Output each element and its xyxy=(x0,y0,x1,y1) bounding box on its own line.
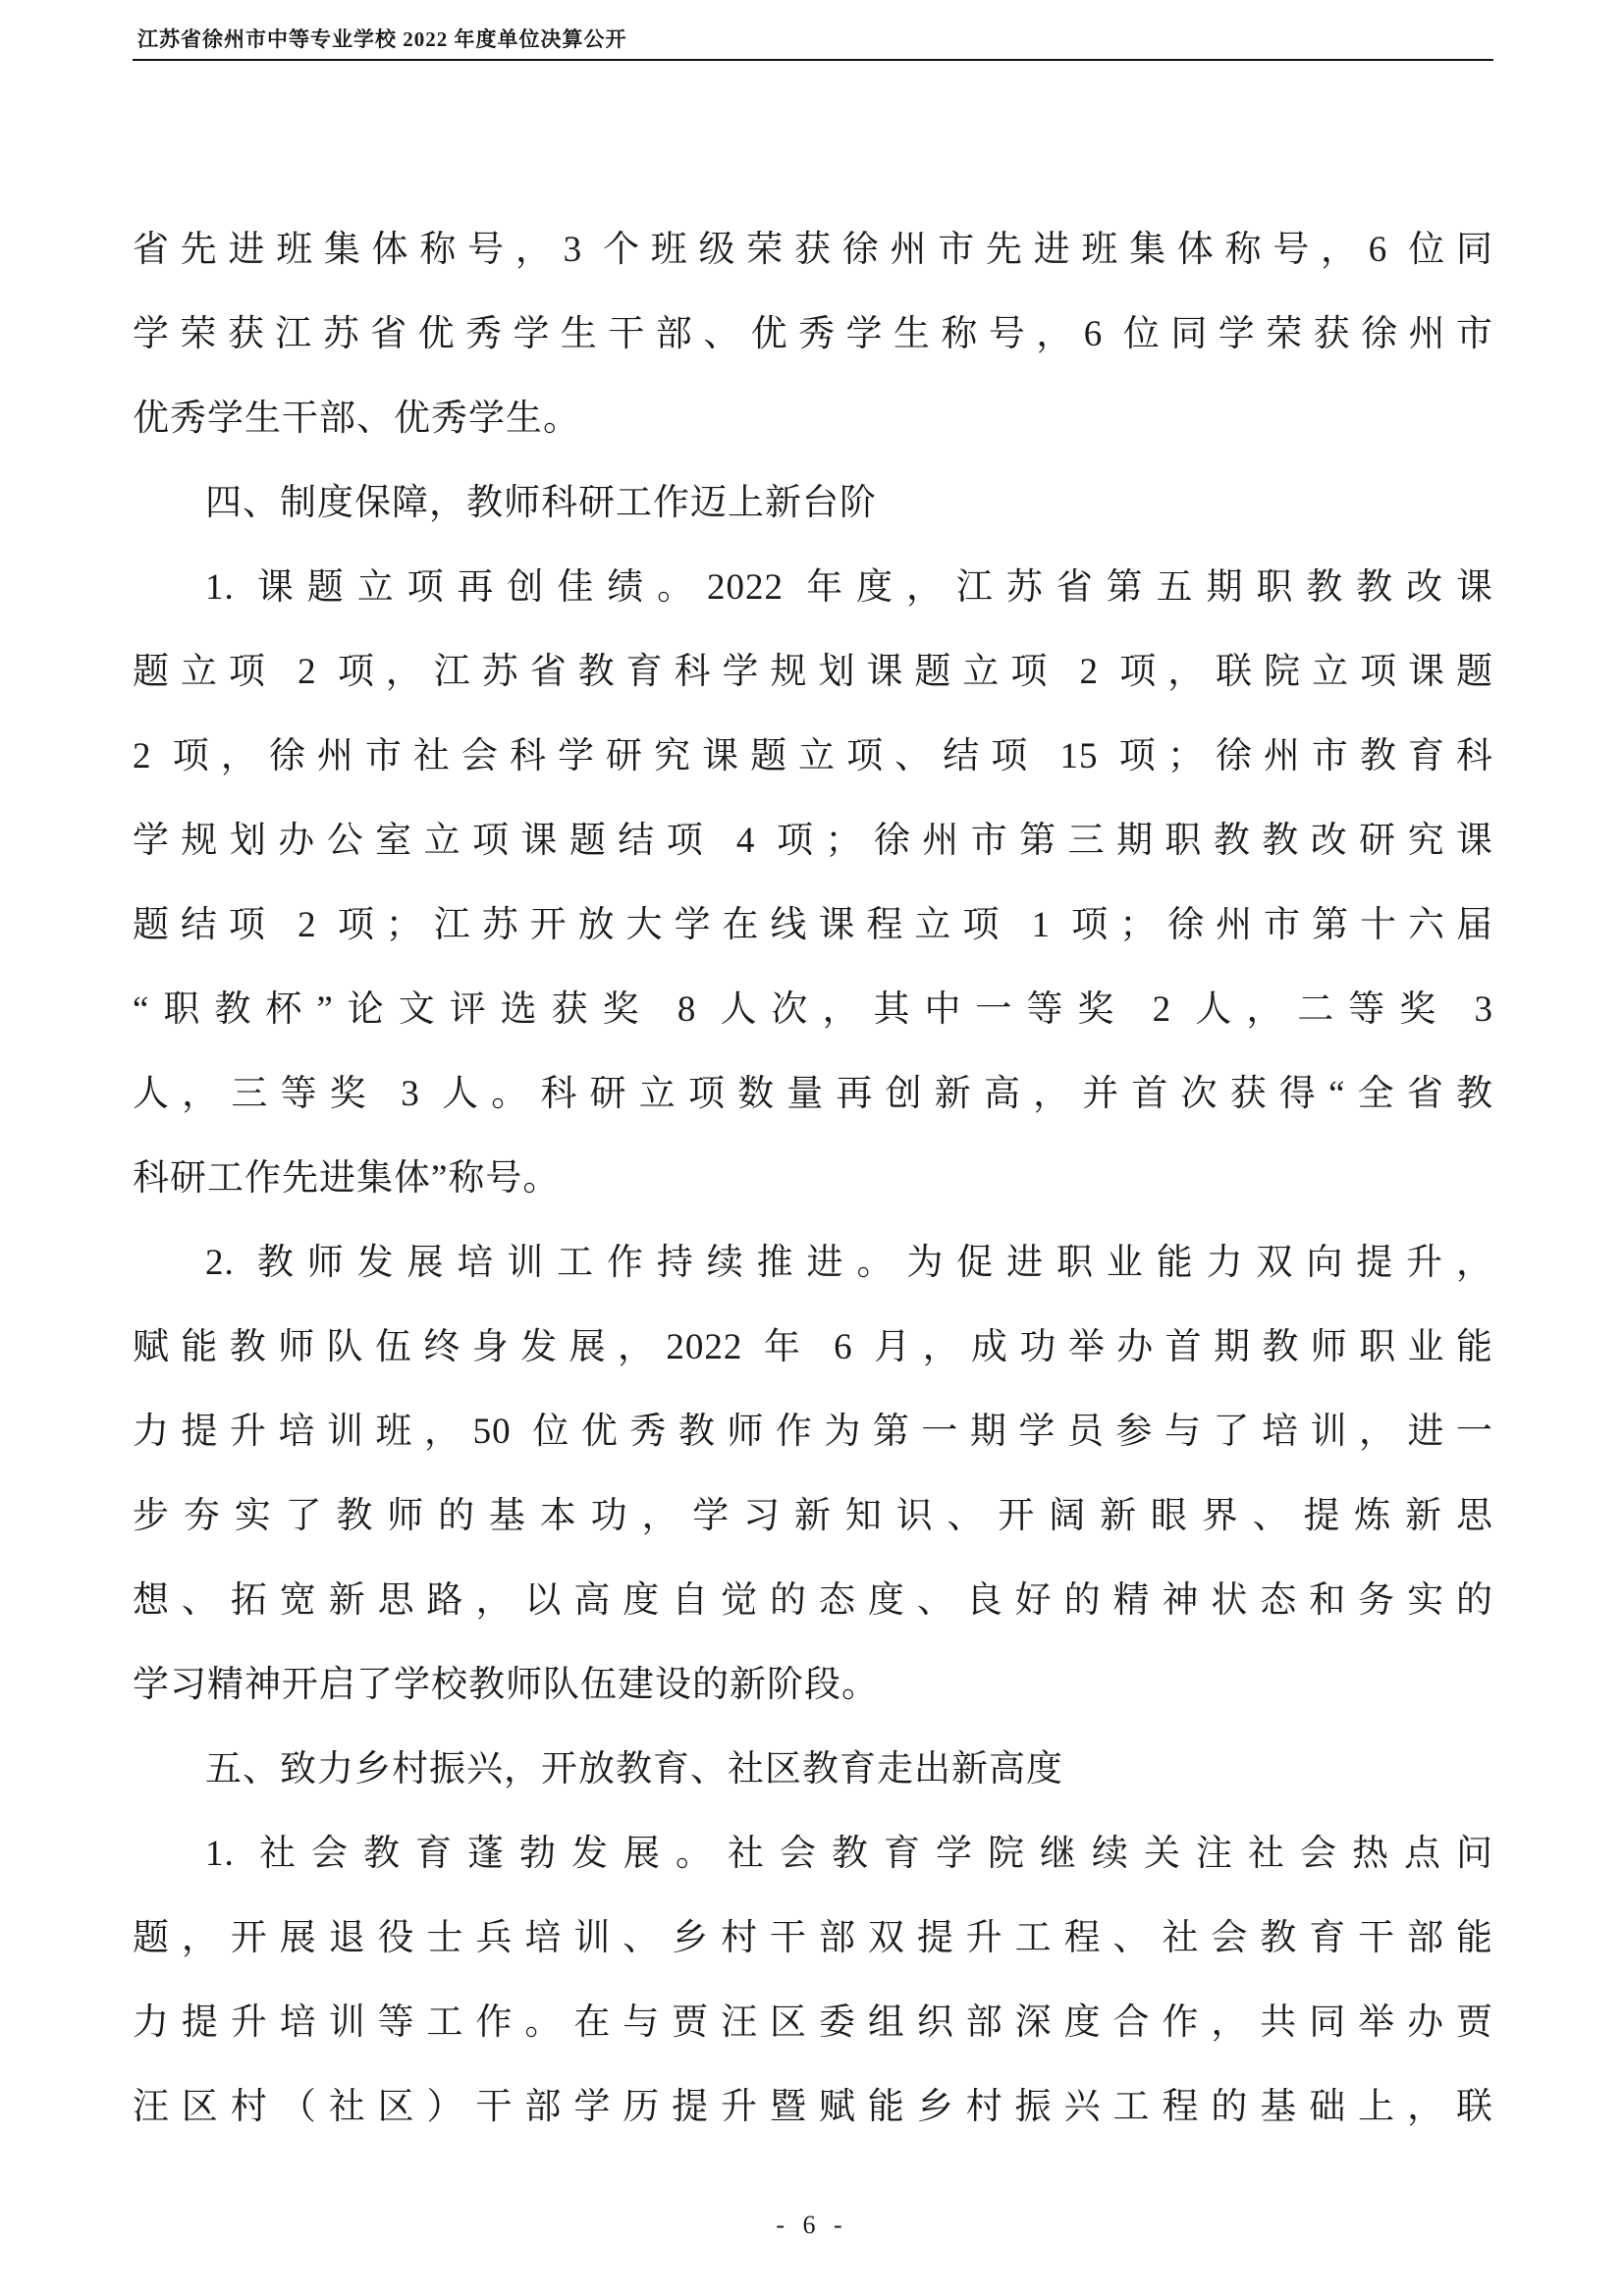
page-header-title: 江苏省徐州市中等专业学校 2022 年度单位决算公开 xyxy=(137,27,627,51)
text-line: 五、致力乡村振兴，开放教育、社区教育走出新高度 xyxy=(205,1749,1063,1789)
text-line: 题立项 2 项，江苏省教育科学规划课题立项 2 项，联院立项课题 xyxy=(133,652,1493,692)
text-line: 力提升培训等工作。在与贾汪区委组织部深度合作，共同举办贾 xyxy=(133,2002,1493,2043)
text-line: 学习精神开启了学校教师队伍建设的新阶段。 xyxy=(133,1665,879,1705)
text-line: 科研工作先进集体”称号。 xyxy=(133,1158,561,1199)
text-line: 人，三等奖 3 人。科研立项数量再创新高，并首次获得“全省教 xyxy=(133,1074,1493,1114)
text-line: 想、拓宽新思路，以高度自觉的态度、良好的精神状态和务实的 xyxy=(133,1580,1493,1621)
text-line: 2 项，徐州市社会科学研究课题立项、结项 15 项；徐州市教育科 xyxy=(133,736,1493,776)
text-line: 省先进班集体称号，3 个班级荣获徐州市先进班集体称号，6 位同 xyxy=(133,230,1493,270)
text-line: 1. 课题立项再创佳绩。2022 年度，江苏省第五期职教教改课 xyxy=(205,567,1493,608)
text-line: 步夯实了教师的基本功，学习新知识、开阔新眼界、提炼新思 xyxy=(133,1496,1493,1536)
text-line: 题结项 2 项；江苏开放大学在线课程立项 1 项；徐州市第十六届 xyxy=(133,905,1493,945)
text-line: 汪区村（社区）干部学历提升暨赋能乡村振兴工程的基础上，联 xyxy=(133,2087,1493,2127)
text-line: 优秀学生干部、优秀学生。 xyxy=(133,399,580,439)
text-line: 1. 社会教育蓬勃发展。社会教育学院继续关注社会热点问 xyxy=(205,1834,1493,1874)
text-line: 学规划办公室立项课题结项 4 项；徐州市第三期职教教改研究课 xyxy=(133,821,1493,861)
header-rule xyxy=(133,59,1493,61)
document-body xyxy=(133,208,1493,2150)
text-line: “职教杯”论文评选获奖 8 人次，其中一等奖 2 人，二等奖 3 xyxy=(133,989,1493,1030)
text-line: 四、制度保障，教师科研工作迈上新台阶 xyxy=(205,483,877,523)
text-line: 学荣获江苏省优秀学生干部、优秀学生称号，6 位同学荣获徐州市 xyxy=(133,314,1493,354)
text-line: 题，开展退役士兵培训、乡村干部双提升工程、社会教育干部能 xyxy=(133,1918,1493,1958)
text-line: 赋能教师队伍终身发展，2022 年 6 月，成功举办首期教师职业能 xyxy=(133,1327,1493,1367)
page-number: - 6 - xyxy=(776,2211,848,2239)
text-line: 力提升培训班，50 位优秀教师作为第一期学员参与了培训，进一 xyxy=(133,1412,1493,1452)
text-line: 2. 教师发展培训工作持续推进。为促进职业能力双向提升， xyxy=(205,1243,1493,1283)
